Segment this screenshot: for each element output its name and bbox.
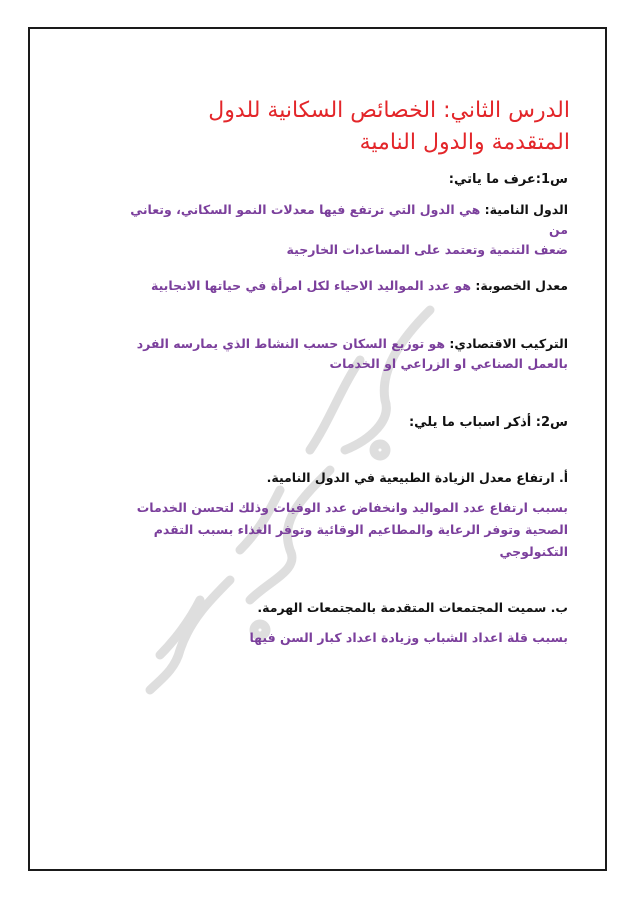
reason-question-a: أ. ارتفاع معدل الزيادة الطبيعية في الدول النامية. [266,470,568,485]
q2-heading: س2: أذكر اسباب ما يلي: [408,415,568,430]
reason-answer-b: بسبب قلة اعداد الشباب وزيادة اعداد كبار السن فيها [249,630,568,645]
term-label: الدول النامية: [480,202,568,217]
term-label: معدل الخصوبة: [471,278,568,293]
reason-answer-a [118,497,568,563]
term-label: التركيب الاقتصادي: [445,336,568,351]
answer-line: بسبب ارتفاع عدد المواليد وانخفاض عدد الوفيات وذلك لتحسن الخدمات [136,500,568,515]
definition-text-continued: ضعف التنمية وتعتمد على المساعدات الخارجية [286,242,568,257]
definition-item-developing-countries [128,200,568,260]
definition-text: هي الدول التي ترتفع فيها معدلات النمو السكاني، وتعاني من [130,202,568,237]
reason-question-b: ب. سميت المجتمعات المتقدمة بالمجتمعات الهرمة. [257,600,568,615]
definition-item-fertility-rate [128,276,568,296]
q1-heading: س1:عرف ما ياتي: [448,172,568,187]
lesson-title-line-2: المتقدمة والدول النامية [359,130,570,155]
lesson-title [140,95,570,159]
definition-text: هو توزيع السكان حسب النشاط الذي يمارسه الفرد [136,336,446,351]
definition-text-continued: بالعمل الصناعي او الزراعي او الخدمات [329,356,568,371]
lesson-title-line-1: الدرس الثاني: الخصائص السكانية للدول [208,98,570,123]
answer-line: التكنولوجي [499,544,568,559]
definition-text: هو عدد المواليد الاحياء لكل امرأة في حياتها الانجابية [151,278,472,293]
definition-item-economic-structure [128,334,568,374]
answer-line: الصحية وتوفر الرعاية والمطاعيم الوقائية وتوفر الغذاء بسبب التقدم [153,522,568,537]
